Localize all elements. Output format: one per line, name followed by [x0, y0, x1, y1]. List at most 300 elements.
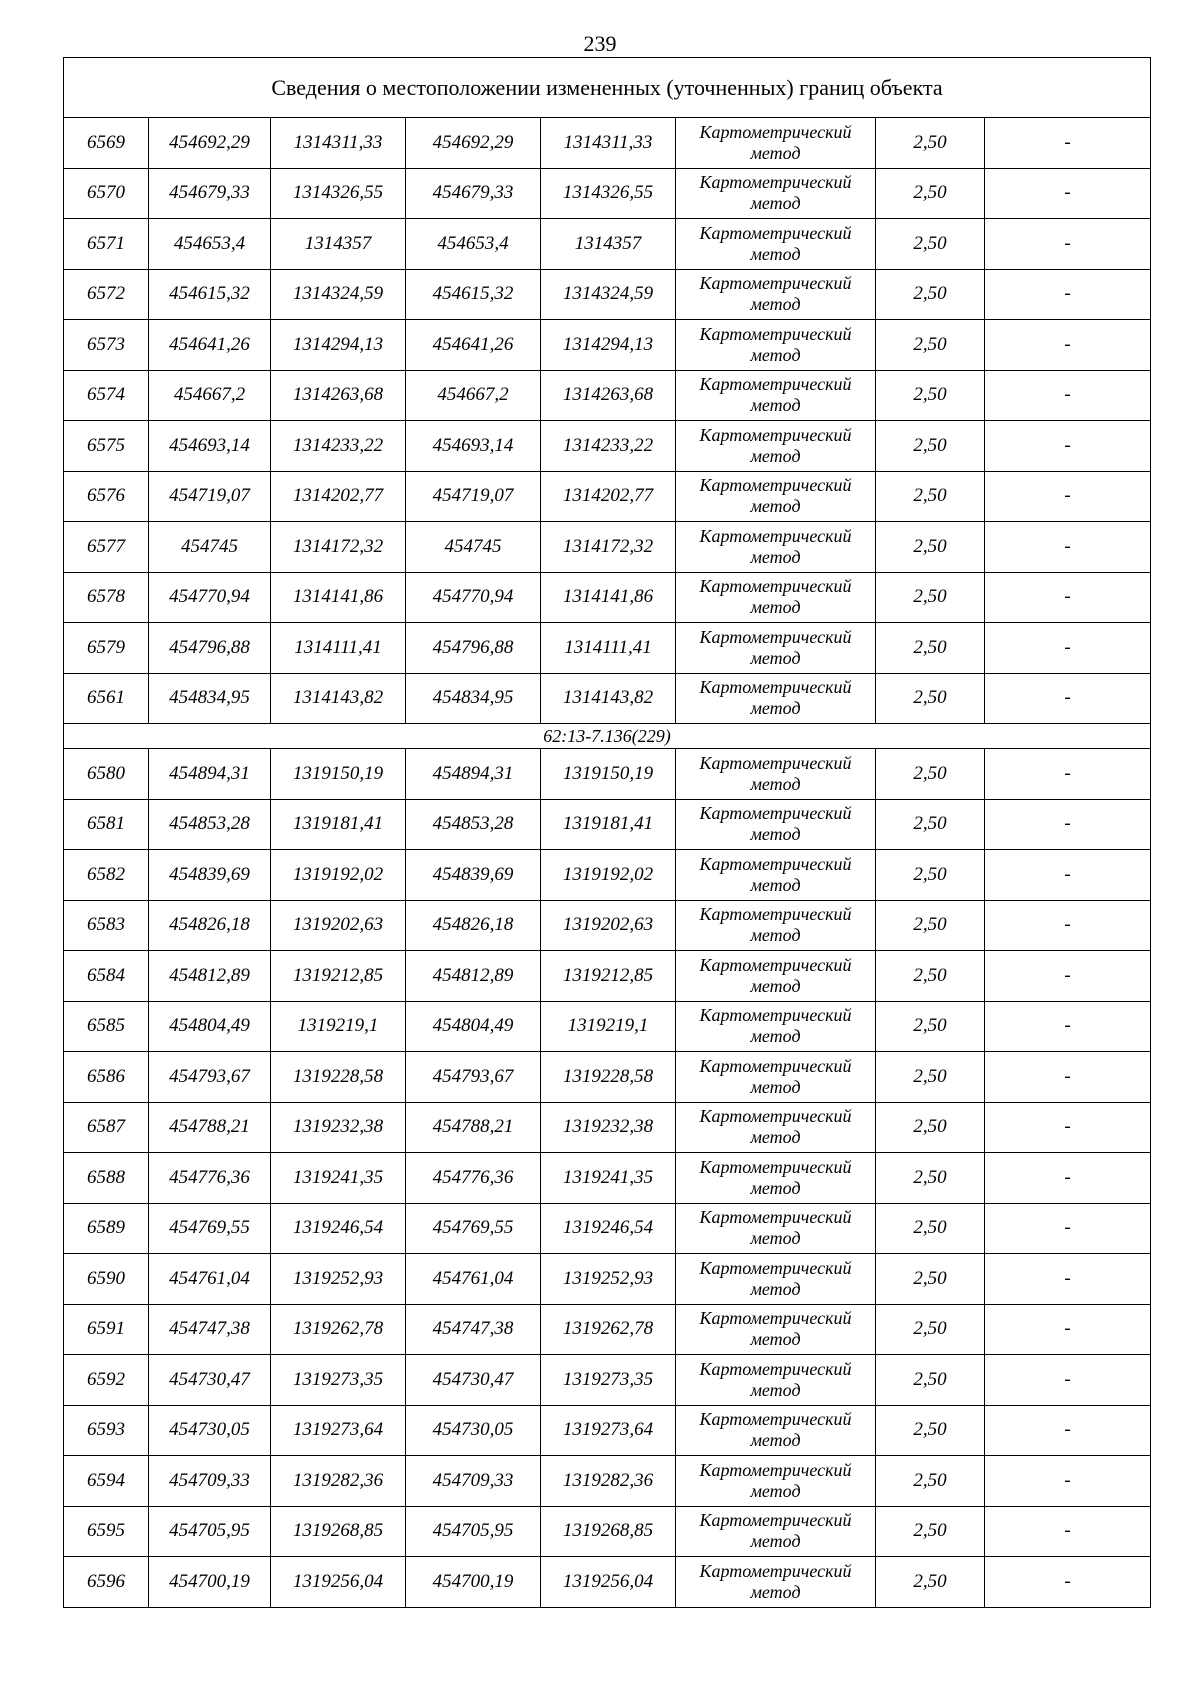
method-line-2: метод — [750, 1480, 801, 1501]
cell-description: - — [985, 1102, 1151, 1153]
method-line-1: Картометрический — [699, 1459, 852, 1480]
cell-existing-x: 454667,2 — [149, 370, 271, 421]
cell-point-number: 6572 — [64, 269, 149, 320]
method-line-2: метод — [750, 925, 801, 946]
cell-point-number: 6579 — [64, 623, 149, 674]
cell-point-number: 6585 — [64, 1001, 149, 1052]
section-label: 62:13-7.136(229) — [64, 724, 1151, 749]
method-line-2: метод — [750, 597, 801, 618]
table-row — [64, 1001, 1151, 1052]
cell-accuracy: 2,50 — [876, 900, 985, 951]
cell-method — [676, 168, 876, 219]
method-line-1: Картометрический — [699, 273, 852, 294]
cell-existing-y: 1319241,35 — [271, 1153, 406, 1204]
cell-existing-y: 1314357 — [271, 219, 406, 270]
cell-accuracy: 2,50 — [876, 1001, 985, 1052]
cell-accuracy: 2,50 — [876, 1456, 985, 1507]
method-line-1: Картометрический — [699, 1358, 852, 1379]
table-row — [64, 421, 1151, 472]
cell-accuracy: 2,50 — [876, 421, 985, 472]
table-row — [64, 168, 1151, 219]
cell-method — [676, 623, 876, 674]
cell-description: - — [985, 623, 1151, 674]
cell-existing-x: 454719,07 — [149, 471, 271, 522]
cell-new-x: 454788,21 — [406, 1102, 541, 1153]
cell-existing-y: 1319228,58 — [271, 1052, 406, 1103]
cell-point-number: 6588 — [64, 1153, 149, 1204]
cell-description: - — [985, 118, 1151, 169]
cell-existing-x: 454700,19 — [149, 1557, 271, 1608]
method-line-1: Картометрический — [699, 475, 852, 496]
cell-existing-x: 454730,47 — [149, 1355, 271, 1406]
table-title: Сведения о местоположении измененных (уточненных) границ объекта — [64, 58, 1151, 118]
cell-existing-y: 1319202,63 — [271, 900, 406, 951]
method-line-2: метод — [750, 1026, 801, 1047]
cell-point-number: 6570 — [64, 168, 149, 219]
table-row — [64, 1102, 1151, 1153]
cell-point-number: 6593 — [64, 1405, 149, 1456]
cell-existing-x: 454826,18 — [149, 900, 271, 951]
section-header-row — [64, 724, 1151, 749]
cell-point-number: 6571 — [64, 219, 149, 270]
cell-existing-y: 1319282,36 — [271, 1456, 406, 1507]
cell-new-x: 454747,38 — [406, 1304, 541, 1355]
cell-accuracy: 2,50 — [876, 799, 985, 850]
cell-existing-x: 454776,36 — [149, 1153, 271, 1204]
cell-existing-x: 454745 — [149, 522, 271, 573]
cell-method — [676, 421, 876, 472]
cell-existing-x: 454769,55 — [149, 1203, 271, 1254]
table-row — [64, 1456, 1151, 1507]
cell-new-y: 1319228,58 — [541, 1052, 676, 1103]
method-line-1: Картометрический — [699, 626, 852, 647]
method-line-2: метод — [750, 1127, 801, 1148]
table-row — [64, 799, 1151, 850]
cell-accuracy: 2,50 — [876, 370, 985, 421]
method-line-1: Картометрический — [699, 1409, 852, 1430]
cell-point-number: 6580 — [64, 749, 149, 800]
method-line-2: метод — [750, 975, 801, 996]
cell-existing-y: 1319212,85 — [271, 951, 406, 1002]
cell-new-y: 1314143,82 — [541, 673, 676, 724]
cell-existing-x: 454894,31 — [149, 749, 271, 800]
cell-existing-y: 1319273,35 — [271, 1355, 406, 1406]
cell-new-x: 454793,67 — [406, 1052, 541, 1103]
cell-description: - — [985, 1506, 1151, 1557]
cell-existing-y: 1319262,78 — [271, 1304, 406, 1355]
cell-new-y: 1319212,85 — [541, 951, 676, 1002]
cell-method — [676, 850, 876, 901]
cell-description: - — [985, 572, 1151, 623]
method-line-2: метод — [750, 1177, 801, 1198]
table-row — [64, 951, 1151, 1002]
method-line-1: Картометрический — [699, 374, 852, 395]
method-line-1: Картометрический — [699, 424, 852, 445]
cell-point-number: 6583 — [64, 900, 149, 951]
table-row — [64, 850, 1151, 901]
cell-description: - — [985, 1456, 1151, 1507]
method-line-2: метод — [750, 874, 801, 895]
cell-existing-x: 454730,05 — [149, 1405, 271, 1456]
cell-method — [676, 1203, 876, 1254]
cell-description: - — [985, 1203, 1151, 1254]
method-line-2: метод — [750, 445, 801, 466]
cell-point-number: 6591 — [64, 1304, 149, 1355]
cell-existing-y: 1319150,19 — [271, 749, 406, 800]
cell-existing-y: 1319273,64 — [271, 1405, 406, 1456]
cell-description: - — [985, 1557, 1151, 1608]
cell-existing-y: 1319181,41 — [271, 799, 406, 850]
cell-new-x: 454705,95 — [406, 1506, 541, 1557]
cell-description: - — [985, 1405, 1151, 1456]
cell-method — [676, 900, 876, 951]
cell-new-x: 454761,04 — [406, 1254, 541, 1305]
cell-existing-x: 454770,94 — [149, 572, 271, 623]
method-line-2: метод — [750, 1329, 801, 1350]
method-line-2: метод — [750, 647, 801, 668]
method-line-1: Картометрический — [699, 1308, 852, 1329]
cell-new-y: 1319232,38 — [541, 1102, 676, 1153]
cell-method — [676, 1102, 876, 1153]
cell-new-x: 454700,19 — [406, 1557, 541, 1608]
cell-existing-y: 1319192,02 — [271, 850, 406, 901]
cell-description: - — [985, 900, 1151, 951]
page-number: 239 — [583, 31, 617, 56]
table-row — [64, 623, 1151, 674]
cell-description: - — [985, 1355, 1151, 1406]
cell-description: - — [985, 320, 1151, 371]
cell-existing-y: 1314324,59 — [271, 269, 406, 320]
cell-description: - — [985, 951, 1151, 1002]
cell-new-x: 454745 — [406, 522, 541, 573]
cell-accuracy: 2,50 — [876, 471, 985, 522]
method-line-1: Картометрический — [699, 1106, 852, 1127]
boundary-coordinates-table — [63, 57, 1151, 1608]
cell-method — [676, 1355, 876, 1406]
cell-new-y: 1319246,54 — [541, 1203, 676, 1254]
cell-description: - — [985, 749, 1151, 800]
cell-accuracy: 2,50 — [876, 1405, 985, 1456]
cell-existing-y: 1314326,55 — [271, 168, 406, 219]
cell-existing-y: 1319232,38 — [271, 1102, 406, 1153]
cell-existing-x: 454615,32 — [149, 269, 271, 320]
cell-point-number: 6575 — [64, 421, 149, 472]
method-line-1: Картометрический — [699, 323, 852, 344]
cell-accuracy: 2,50 — [876, 522, 985, 573]
cell-method — [676, 320, 876, 371]
cell-point-number: 6576 — [64, 471, 149, 522]
table-row — [64, 1304, 1151, 1355]
cell-existing-x: 454653,4 — [149, 219, 271, 270]
method-line-2: метод — [750, 496, 801, 517]
table-title-row — [64, 58, 1151, 118]
cell-new-x: 454719,07 — [406, 471, 541, 522]
cell-new-y: 1319273,64 — [541, 1405, 676, 1456]
method-line-1: Картометрический — [699, 904, 852, 925]
cell-point-number: 6590 — [64, 1254, 149, 1305]
cell-new-y: 1319282,36 — [541, 1456, 676, 1507]
cell-description: - — [985, 1304, 1151, 1355]
cell-new-x: 454826,18 — [406, 900, 541, 951]
cell-new-y: 1314324,59 — [541, 269, 676, 320]
cell-existing-y: 1314111,41 — [271, 623, 406, 674]
cell-existing-x: 454679,33 — [149, 168, 271, 219]
cell-method — [676, 951, 876, 1002]
cell-new-y: 1319252,93 — [541, 1254, 676, 1305]
cell-new-x: 454653,4 — [406, 219, 541, 270]
cell-new-y: 1319262,78 — [541, 1304, 676, 1355]
cell-new-y: 1319268,85 — [541, 1506, 676, 1557]
cell-accuracy: 2,50 — [876, 1557, 985, 1608]
cell-method — [676, 370, 876, 421]
cell-accuracy: 2,50 — [876, 118, 985, 169]
cell-new-y: 1319219,1 — [541, 1001, 676, 1052]
cell-accuracy: 2,50 — [876, 850, 985, 901]
table-row — [64, 118, 1151, 169]
method-line-2: метод — [750, 344, 801, 365]
cell-existing-x: 454747,38 — [149, 1304, 271, 1355]
cell-point-number: 6573 — [64, 320, 149, 371]
cell-method — [676, 1405, 876, 1456]
cell-new-x: 454730,05 — [406, 1405, 541, 1456]
cell-new-y: 1314357 — [541, 219, 676, 270]
table-row — [64, 1153, 1151, 1204]
table-row — [64, 219, 1151, 270]
cell-accuracy: 2,50 — [876, 951, 985, 1002]
cell-accuracy: 2,50 — [876, 1506, 985, 1557]
cell-new-x: 454615,32 — [406, 269, 541, 320]
cell-new-x: 454776,36 — [406, 1153, 541, 1204]
cell-point-number: 6582 — [64, 850, 149, 901]
cell-description: - — [985, 1052, 1151, 1103]
cell-new-y: 1314172,32 — [541, 522, 676, 573]
method-line-2: метод — [750, 1430, 801, 1451]
cell-point-number: 6595 — [64, 1506, 149, 1557]
table-row — [64, 471, 1151, 522]
method-line-2: метод — [750, 294, 801, 315]
cell-existing-x: 454804,49 — [149, 1001, 271, 1052]
cell-description: - — [985, 799, 1151, 850]
cell-existing-y: 1319268,85 — [271, 1506, 406, 1557]
cell-new-y: 1319241,35 — [541, 1153, 676, 1204]
method-line-2: метод — [750, 824, 801, 845]
cell-description: - — [985, 269, 1151, 320]
cell-point-number: 6569 — [64, 118, 149, 169]
cell-existing-x: 454812,89 — [149, 951, 271, 1002]
cell-existing-x: 454839,69 — [149, 850, 271, 901]
cell-existing-y: 1314143,82 — [271, 673, 406, 724]
table-body — [64, 58, 1151, 1608]
cell-point-number: 6594 — [64, 1456, 149, 1507]
cell-description: - — [985, 1254, 1151, 1305]
method-line-1: Картометрический — [699, 172, 852, 193]
cell-description: - — [985, 370, 1151, 421]
cell-new-x: 454804,49 — [406, 1001, 541, 1052]
cell-existing-y: 1319256,04 — [271, 1557, 406, 1608]
table-row — [64, 1405, 1151, 1456]
method-line-1: Картометрический — [699, 1560, 852, 1581]
cell-method — [676, 1304, 876, 1355]
method-line-2: метод — [750, 243, 801, 264]
table-row — [64, 1506, 1151, 1557]
cell-existing-x: 454853,28 — [149, 799, 271, 850]
cell-existing-x: 454709,33 — [149, 1456, 271, 1507]
cell-new-x: 454641,26 — [406, 320, 541, 371]
cell-method — [676, 522, 876, 573]
cell-method — [676, 1506, 876, 1557]
cell-existing-x: 454834,95 — [149, 673, 271, 724]
cell-new-y: 1314141,86 — [541, 572, 676, 623]
table-row — [64, 269, 1151, 320]
cell-new-x: 454693,14 — [406, 421, 541, 472]
method-line-2: метод — [750, 193, 801, 214]
method-line-2: метод — [750, 1531, 801, 1552]
cell-new-y: 1319192,02 — [541, 850, 676, 901]
method-line-2: метод — [750, 1379, 801, 1400]
method-line-2: метод — [750, 698, 801, 719]
method-line-1: Картометрический — [699, 1055, 852, 1076]
cell-new-x: 454894,31 — [406, 749, 541, 800]
cell-accuracy: 2,50 — [876, 1102, 985, 1153]
cell-method — [676, 118, 876, 169]
method-line-2: метод — [750, 1581, 801, 1602]
method-line-1: Картометрический — [699, 222, 852, 243]
method-line-1: Картометрический — [699, 1005, 852, 1026]
table-row — [64, 673, 1151, 724]
cell-accuracy: 2,50 — [876, 219, 985, 270]
cell-new-y: 1314294,13 — [541, 320, 676, 371]
cell-new-x: 454667,2 — [406, 370, 541, 421]
cell-point-number: 6584 — [64, 951, 149, 1002]
cell-new-x: 454709,33 — [406, 1456, 541, 1507]
cell-new-y: 1319181,41 — [541, 799, 676, 850]
method-line-1: Картометрический — [699, 677, 852, 698]
method-line-1: Картометрический — [699, 752, 852, 773]
method-line-2: метод — [750, 546, 801, 567]
cell-existing-y: 1314294,13 — [271, 320, 406, 371]
cell-accuracy: 2,50 — [876, 269, 985, 320]
cell-existing-x: 454793,67 — [149, 1052, 271, 1103]
cell-method — [676, 1557, 876, 1608]
table-row — [64, 320, 1151, 371]
cell-existing-y: 1319252,93 — [271, 1254, 406, 1305]
cell-method — [676, 219, 876, 270]
cell-point-number: 6592 — [64, 1355, 149, 1406]
method-line-1: Картометрический — [699, 1156, 852, 1177]
cell-new-x: 454853,28 — [406, 799, 541, 850]
cell-method — [676, 1456, 876, 1507]
cell-new-x: 454692,29 — [406, 118, 541, 169]
cell-new-x: 454679,33 — [406, 168, 541, 219]
method-line-1: Картометрический — [699, 1257, 852, 1278]
cell-method — [676, 1001, 876, 1052]
table-row — [64, 370, 1151, 421]
table-row — [64, 572, 1151, 623]
cell-new-x: 454839,69 — [406, 850, 541, 901]
cell-description: - — [985, 673, 1151, 724]
method-line-2: метод — [750, 1228, 801, 1249]
cell-accuracy: 2,50 — [876, 1254, 985, 1305]
cell-new-y: 1319150,19 — [541, 749, 676, 800]
method-line-2: метод — [750, 395, 801, 416]
cell-accuracy: 2,50 — [876, 1304, 985, 1355]
cell-method — [676, 471, 876, 522]
cell-existing-y: 1314263,68 — [271, 370, 406, 421]
cell-existing-x: 454788,21 — [149, 1102, 271, 1153]
cell-accuracy: 2,50 — [876, 749, 985, 800]
method-line-1: Картометрический — [699, 1207, 852, 1228]
cell-new-y: 1314311,33 — [541, 118, 676, 169]
cell-point-number: 6581 — [64, 799, 149, 850]
cell-accuracy: 2,50 — [876, 623, 985, 674]
cell-description: - — [985, 850, 1151, 901]
cell-accuracy: 2,50 — [876, 1052, 985, 1103]
cell-description: - — [985, 421, 1151, 472]
cell-method — [676, 269, 876, 320]
cell-new-y: 1314326,55 — [541, 168, 676, 219]
cell-accuracy: 2,50 — [876, 1203, 985, 1254]
cell-method — [676, 572, 876, 623]
cell-point-number: 6596 — [64, 1557, 149, 1608]
cell-point-number: 6574 — [64, 370, 149, 421]
cell-existing-x: 454692,29 — [149, 118, 271, 169]
cell-description: - — [985, 219, 1151, 270]
method-line-2: метод — [750, 773, 801, 794]
cell-point-number: 6577 — [64, 522, 149, 573]
cell-existing-y: 1314233,22 — [271, 421, 406, 472]
cell-new-y: 1314233,22 — [541, 421, 676, 472]
cell-new-x: 454796,88 — [406, 623, 541, 674]
table-row — [64, 1254, 1151, 1305]
cell-accuracy: 2,50 — [876, 1355, 985, 1406]
cell-existing-x: 454796,88 — [149, 623, 271, 674]
cell-method — [676, 749, 876, 800]
cell-new-y: 1319256,04 — [541, 1557, 676, 1608]
cell-new-y: 1319273,35 — [541, 1355, 676, 1406]
table-row — [64, 749, 1151, 800]
cell-existing-x: 454761,04 — [149, 1254, 271, 1305]
table-row — [64, 900, 1151, 951]
cell-existing-y: 1314202,77 — [271, 471, 406, 522]
method-line-1: Картометрический — [699, 525, 852, 546]
cell-existing-x: 454693,14 — [149, 421, 271, 472]
cell-description: - — [985, 168, 1151, 219]
cell-accuracy: 2,50 — [876, 320, 985, 371]
cell-accuracy: 2,50 — [876, 572, 985, 623]
cell-new-x: 454812,89 — [406, 951, 541, 1002]
cell-method — [676, 799, 876, 850]
method-line-1: Картометрический — [699, 1510, 852, 1531]
cell-point-number: 6586 — [64, 1052, 149, 1103]
cell-method — [676, 1254, 876, 1305]
cell-accuracy: 2,50 — [876, 168, 985, 219]
cell-accuracy: 2,50 — [876, 1153, 985, 1204]
method-line-1: Картометрический — [699, 954, 852, 975]
cell-new-y: 1319202,63 — [541, 900, 676, 951]
method-line-1: Картометрический — [699, 576, 852, 597]
method-line-2: метод — [750, 1076, 801, 1097]
cell-existing-x: 454641,26 — [149, 320, 271, 371]
cell-new-x: 454834,95 — [406, 673, 541, 724]
method-line-1: Картометрический — [699, 803, 852, 824]
table-row — [64, 1052, 1151, 1103]
cell-point-number: 6561 — [64, 673, 149, 724]
method-line-2: метод — [750, 1278, 801, 1299]
cell-new-y: 1314263,68 — [541, 370, 676, 421]
cell-new-y: 1314111,41 — [541, 623, 676, 674]
cell-existing-y: 1314311,33 — [271, 118, 406, 169]
cell-existing-y: 1314172,32 — [271, 522, 406, 573]
